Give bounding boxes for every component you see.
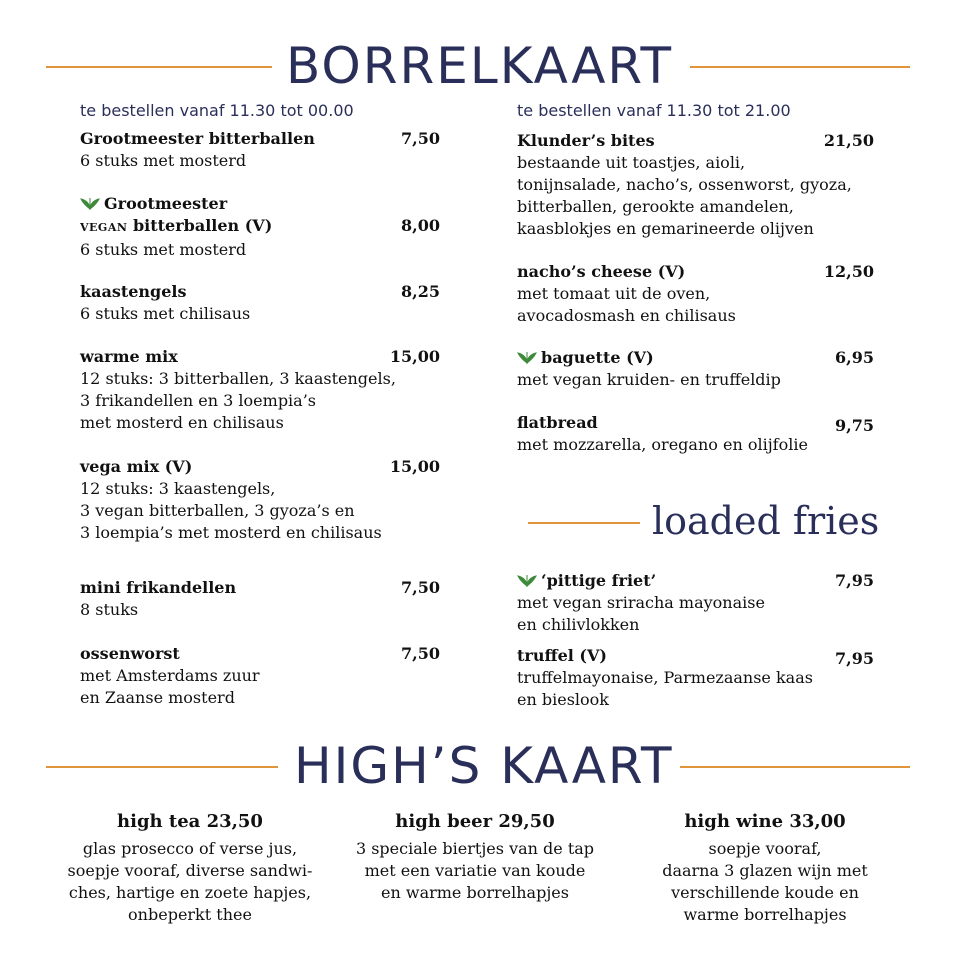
high-beer-title: high beer 29,50 <box>395 811 555 832</box>
high-desc: 3 speciale biertjes van de tap <box>355 839 595 858</box>
item-name: truffel (V) <box>517 646 607 665</box>
item-price: 7,50 <box>401 644 440 663</box>
menu-item <box>517 130 874 240</box>
menu-item <box>517 412 874 456</box>
high-wine-title: high wine 33,00 <box>684 811 846 832</box>
menu-item <box>80 643 440 709</box>
item-desc: met Amsterdams zuur <box>80 666 260 685</box>
item-desc: 3 loempia’s met mosterd en chilisaus <box>80 523 382 542</box>
highs-kaart-title: HIGH’S KAART <box>294 737 674 795</box>
item-desc: met mozzarella, oregano en olijfolie <box>517 435 808 454</box>
item-name: flatbread <box>517 413 598 432</box>
item-desc: avocadosmash en chilisaus <box>517 306 736 325</box>
menu-item <box>517 347 874 391</box>
item-price: 8,25 <box>401 282 440 301</box>
item-name: Grootmeester <box>104 194 228 213</box>
menu-item <box>517 570 874 636</box>
item-desc: 12 stuks: 3 kaastengels, <box>80 479 276 498</box>
item-desc: 3 frikandellen en 3 loempia’s <box>80 391 317 410</box>
high-desc: en warme borrelhapjes <box>381 883 569 902</box>
item-price: 7,50 <box>401 578 440 597</box>
item-price: 8,00 <box>401 216 440 235</box>
high-desc: soepje vooraf, diverse sandwi- <box>67 861 313 880</box>
item-name: nacho’s cheese (V) <box>517 262 686 281</box>
item-name: baguette (V) <box>541 348 654 367</box>
item-desc: 3 vegan bitterballen, 3 gyoza’s en <box>80 501 355 520</box>
item-price: 15,00 <box>389 347 440 366</box>
borrelkaart-title: BORRELKAART <box>286 37 674 95</box>
item-price: 15,00 <box>389 457 440 476</box>
high-desc: ches, hartige en zoete hapjes, <box>68 883 312 902</box>
heading-rule-right <box>690 66 910 68</box>
high-tea-block <box>60 810 320 926</box>
menu-item <box>80 577 440 621</box>
menu-item <box>80 193 440 261</box>
item-name: kaastengels <box>80 282 187 301</box>
item-name: warme mix <box>80 347 178 366</box>
item-desc: en Zaanse mosterd <box>80 688 235 707</box>
leaf-icon <box>517 350 537 364</box>
item-desc: tonijnsalade, nacho’s, ossenworst, gyoza, <box>517 175 852 194</box>
heading-rule-left <box>46 66 272 68</box>
item-desc: met vegan sriracha mayonaise <box>517 593 765 612</box>
item-desc: met vegan kruiden- en truffeldip <box>517 370 781 389</box>
item-desc: 6 stuks met mosterd <box>80 151 247 170</box>
high-tea-title: high tea 23,50 <box>117 811 263 832</box>
high-wine-block <box>630 810 900 926</box>
menu-item <box>517 261 874 327</box>
high-desc: soepje vooraf, <box>708 839 822 858</box>
item-price: 7,95 <box>835 649 874 668</box>
menu-item <box>80 346 440 434</box>
item-desc: en bieslook <box>517 690 609 709</box>
item-desc: met tomaat uit de oven, <box>517 284 711 303</box>
item-desc: met mosterd en chilisaus <box>80 413 284 432</box>
right-hours: te bestellen vanaf 11.30 tot 21.00 <box>517 101 791 120</box>
leaf-icon <box>517 573 537 587</box>
loaded-fries-title: loaded fries <box>652 499 880 543</box>
left-hours: te bestellen vanaf 11.30 tot 00.00 <box>80 101 354 120</box>
item-desc: 6 stuks met chilisaus <box>80 304 251 323</box>
high-desc: daarna 3 glazen wijn met <box>662 861 868 880</box>
high-desc: verschillende koude en <box>671 883 859 902</box>
item-price: 12,50 <box>823 262 874 281</box>
menu-item <box>80 128 440 172</box>
heading-rule-right <box>680 766 910 768</box>
item-desc: bitterballen, gerookte amandelen, <box>517 197 794 216</box>
item-name: bitterballen (V) <box>132 216 273 235</box>
item-desc: 8 stuks <box>80 600 139 619</box>
high-desc: met een variatie van koude <box>364 861 586 880</box>
item-price: 6,95 <box>835 348 874 367</box>
item-desc: bestaande uit toastjes, aioli, <box>517 153 746 172</box>
item-price: 9,75 <box>835 416 874 435</box>
item-name: ‘pittige friet’ <box>541 571 657 590</box>
item-desc: 12 stuks: 3 bitterballen, 3 kaastengels, <box>80 369 396 388</box>
subheading-rule <box>528 522 640 524</box>
item-price: 7,50 <box>401 129 440 148</box>
item-name: mini frikandellen <box>80 578 237 597</box>
item-name: Grootmeester bitterballen <box>80 129 315 148</box>
item-desc: truffelmayonaise, Parmezaanse kaas <box>517 668 813 687</box>
high-desc: onbeperkt thee <box>128 905 252 924</box>
item-name: Klunder’s bites <box>517 131 655 150</box>
menu-item <box>517 645 874 711</box>
high-desc: glas prosecco of verse jus, <box>82 839 298 858</box>
high-desc: warme borrelhapjes <box>683 905 847 924</box>
vegan-tag: VEGAN <box>80 221 128 234</box>
leaf-icon <box>80 196 100 210</box>
item-desc: 6 stuks met mosterd <box>80 240 247 259</box>
item-desc: en chilivlokken <box>517 615 640 634</box>
item-price: 7,95 <box>835 571 874 590</box>
high-beer-block <box>335 810 615 904</box>
item-desc: kaasblokjes en gemarineerde olijven <box>517 219 814 238</box>
menu-item <box>80 281 440 325</box>
item-name: vega mix (V) <box>80 457 193 476</box>
item-price: 21,50 <box>823 131 874 150</box>
heading-rule-left <box>46 766 278 768</box>
menu-item <box>80 456 440 544</box>
item-name: ossenworst <box>80 644 180 663</box>
